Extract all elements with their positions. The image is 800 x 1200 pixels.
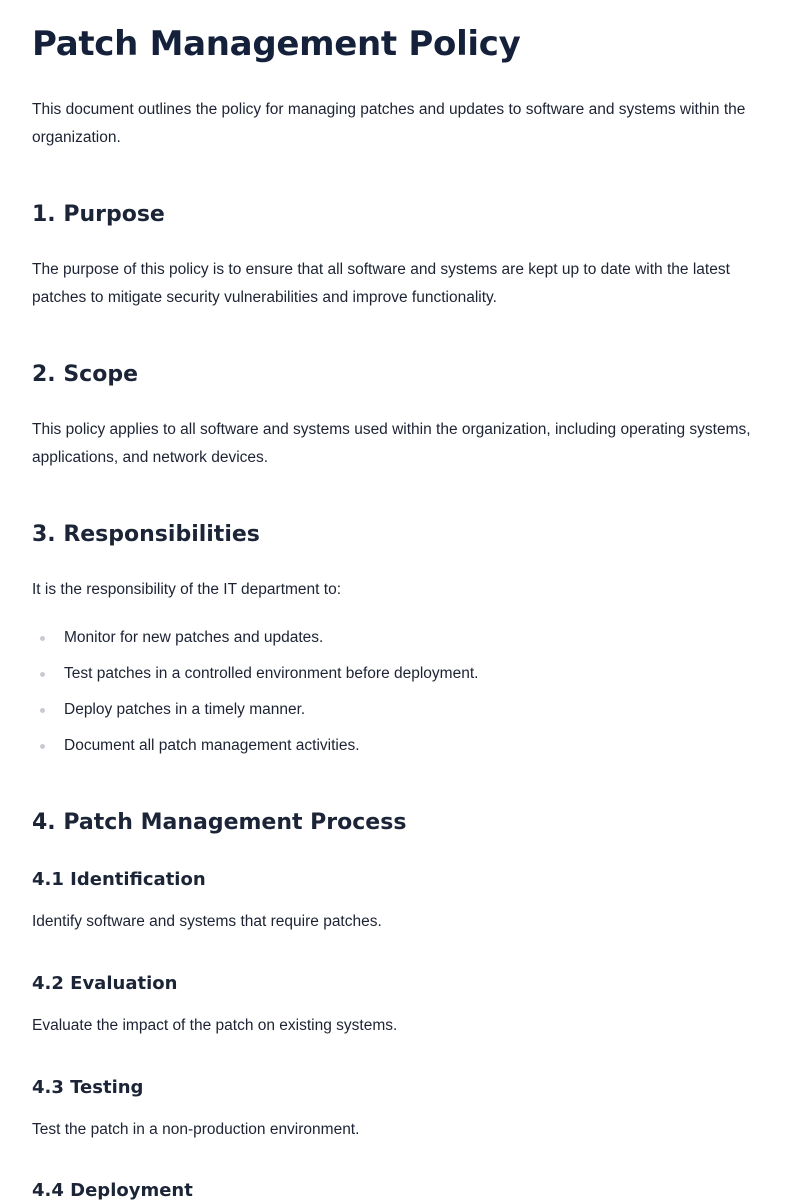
subsection-heading-evaluation: 4.2 Evaluation [32,973,178,994]
list-item-text: Test patches in a controlled environment before deployment. [64,665,479,682]
bullet-icon [40,744,45,749]
section-body-responsibilities: It is the responsibility of the IT department to: [32,581,342,598]
section-heading-scope: 2. Scope [32,362,138,387]
list-item [32,736,760,772]
subsection-heading-deployment: 4.4 Deployment [32,1180,193,1200]
list-item [32,628,760,664]
page-title: Patch Management Policy [32,24,521,64]
subsection-body-identification: Identify software and systems that require patches. [32,913,382,930]
list-item [32,700,760,736]
bullet-icon [40,708,45,713]
bullet-icon [40,636,45,641]
list-item-text: Deploy patches in a timely manner. [64,701,306,718]
list-item [32,664,760,700]
subsection-heading-testing: 4.3 Testing [32,1077,144,1098]
subsection-body-evaluation: Evaluate the impact of the patch on existing systems. [32,1017,398,1034]
section-heading-responsibilities: 3. Responsibilities [32,522,260,547]
section-heading-purpose: 1. Purpose [32,202,165,227]
subsection-heading-identification: 4.1 Identification [32,869,206,890]
section-body-purpose: The purpose of this policy is to ensure that all software and systems are kept up to date with the latest patches to mitigate security vulnerabilities and improve functionality. [32,261,730,306]
responsibilities-list [32,628,760,772]
intro-paragraph: This document outlines the policy for managing patches and updates to software and systems within the organization. [32,101,746,146]
bullet-icon [40,672,45,677]
list-item-text: Monitor for new patches and updates. [64,629,324,646]
section-body-scope: This policy applies to all software and systems used within the organization, including operating systems, applications, and network devices. [32,421,751,466]
list-item-text: Document all patch management activities. [64,737,360,754]
subsection-body-testing: Test the patch in a non-production environment. [32,1121,360,1138]
section-heading-process: 4. Patch Management Process [32,810,407,835]
